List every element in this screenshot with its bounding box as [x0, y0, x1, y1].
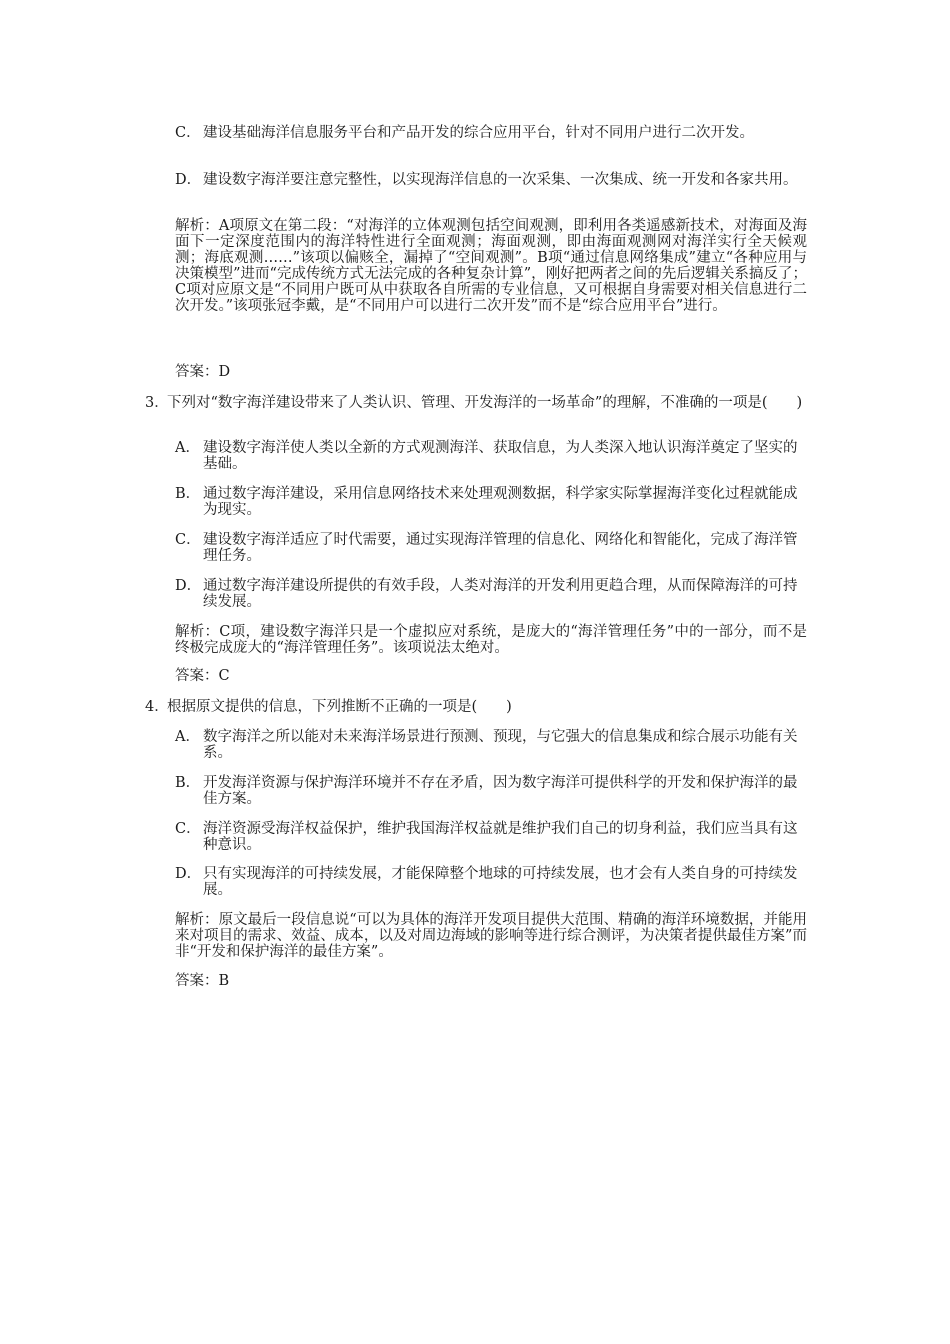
q2-option-d: [175, 172, 805, 188]
option-label: B．: [175, 486, 201, 502]
question-number: 4．: [145, 699, 169, 715]
q4-option-b: [175, 775, 805, 807]
q2-option-c: [175, 125, 805, 141]
question-number: 3．: [145, 395, 169, 411]
option-text: 通过数字海洋建设，采用信息网络技术来处理观测数据，科学家实际掌握海洋变化过程就能成为现实。: [203, 486, 798, 518]
option-label: B．: [175, 775, 201, 791]
question-text: 下列对“数字海洋建设带来了人类认识、管理、开发海洋的一场革命”的理解，不准确的一项是( ): [167, 395, 803, 411]
option-label: A．: [175, 440, 200, 456]
option-label: C．: [175, 821, 201, 837]
q4-option-d: [175, 866, 805, 898]
q2-answer: 答案：D: [175, 364, 231, 380]
option-text: 建设基础海洋信息服务平台和产品开发的综合应用平台，针对不同用户进行二次开发。: [203, 125, 754, 141]
q3-explanation: 解析：C项，建设数字海洋只是一个虚拟应对系统，是庞大的“海洋管理任务”中的一部分，而不是终极完成庞大的“海洋管理任务”。该项说法太绝对。: [175, 624, 807, 656]
q2-explanation: 解析：A项原文在第二段：“对海洋的立体观测包括空间观测，即利用各类遥感新技术，对海面及海面下一定深度范围内的海洋特性进行全面观测；海面观测，即由海面观测网对海洋实行全天候观测；海底观测……”该项以偏赅全，漏掉了“空间观测”。B项“通过信息网络集成”建立“各种应用与决策模型”进而“完成传统方式无法完成的各种复杂计算”，刚好把两者之间的先后逻辑关系搞反了；C项对应原文是“不同用户既可从中获取各自所需的专业信息，又可根据自身需要对相关信息进行二次开发。”该项张冠李戴，是“不同用户可以进行二次开发”而不是“综合应用平台”进行。: [175, 218, 807, 314]
option-text: 通过数字海洋建设所提供的有效手段，人类对海洋的开发利用更趋合理，从而保障海洋的可持续发展。: [203, 578, 798, 610]
q4-option-c: [175, 821, 805, 853]
option-text: 数字海洋之所以能对未来海洋场景进行预测、预现，与它强大的信息集成和综合展示功能有关系。: [203, 729, 798, 761]
q4-stem: [145, 699, 807, 715]
option-label: C．: [175, 125, 201, 141]
q3-option-c: [175, 532, 805, 564]
q4-option-a: [175, 729, 805, 761]
q3-stem: [145, 395, 807, 411]
q4-answer: 答案：B: [175, 973, 230, 989]
option-text: 建设数字海洋适应了时代需要，通过实现海洋管理的信息化、网络化和智能化，完成了海洋管理任务。: [203, 532, 798, 564]
option-label: A．: [175, 729, 200, 745]
option-label: C．: [175, 532, 201, 548]
option-label: D．: [175, 172, 202, 188]
option-text: 建设数字海洋要注意完整性，以实现海洋信息的一次采集、一次集成、统一开发和各家共用。: [203, 172, 798, 188]
q3-option-b: [175, 486, 805, 518]
q3-answer: 答案：C: [175, 668, 230, 684]
q3-option-a: [175, 440, 805, 472]
option-text: 开发海洋资源与保护海洋环境并不存在矛盾，因为数字海洋可提供科学的开发和保护海洋的最佳方案。: [203, 775, 798, 807]
question-text: 根据原文提供的信息，下列推断不正确的一项是( ): [167, 699, 512, 715]
option-text: 建设数字海洋使人类以全新的方式观测海洋、获取信息，为人类深入地认识海洋奠定了坚实的基础。: [203, 440, 798, 472]
option-label: D．: [175, 578, 202, 594]
option-label: D．: [175, 866, 202, 882]
option-text: 海洋资源受海洋权益保护，维护我国海洋权益就是维护我们自己的切身利益，我们应当具有这种意识。: [203, 821, 798, 853]
q3-option-d: [175, 578, 805, 610]
q4-explanation: 解析：原文最后一段信息说“可以为具体的海洋开发项目提供大范围、精确的海洋环境数据，并能用来对项目的需求、效益、成本，以及对周边海域的影响等进行综合测评，为决策者提供最佳方案”而非“开发和保护海洋的最佳方案”。: [175, 912, 807, 960]
option-text: 只有实现海洋的可持续发展，才能保障整个地球的可持续发展，也才会有人类自身的可持续发展。: [203, 866, 798, 898]
